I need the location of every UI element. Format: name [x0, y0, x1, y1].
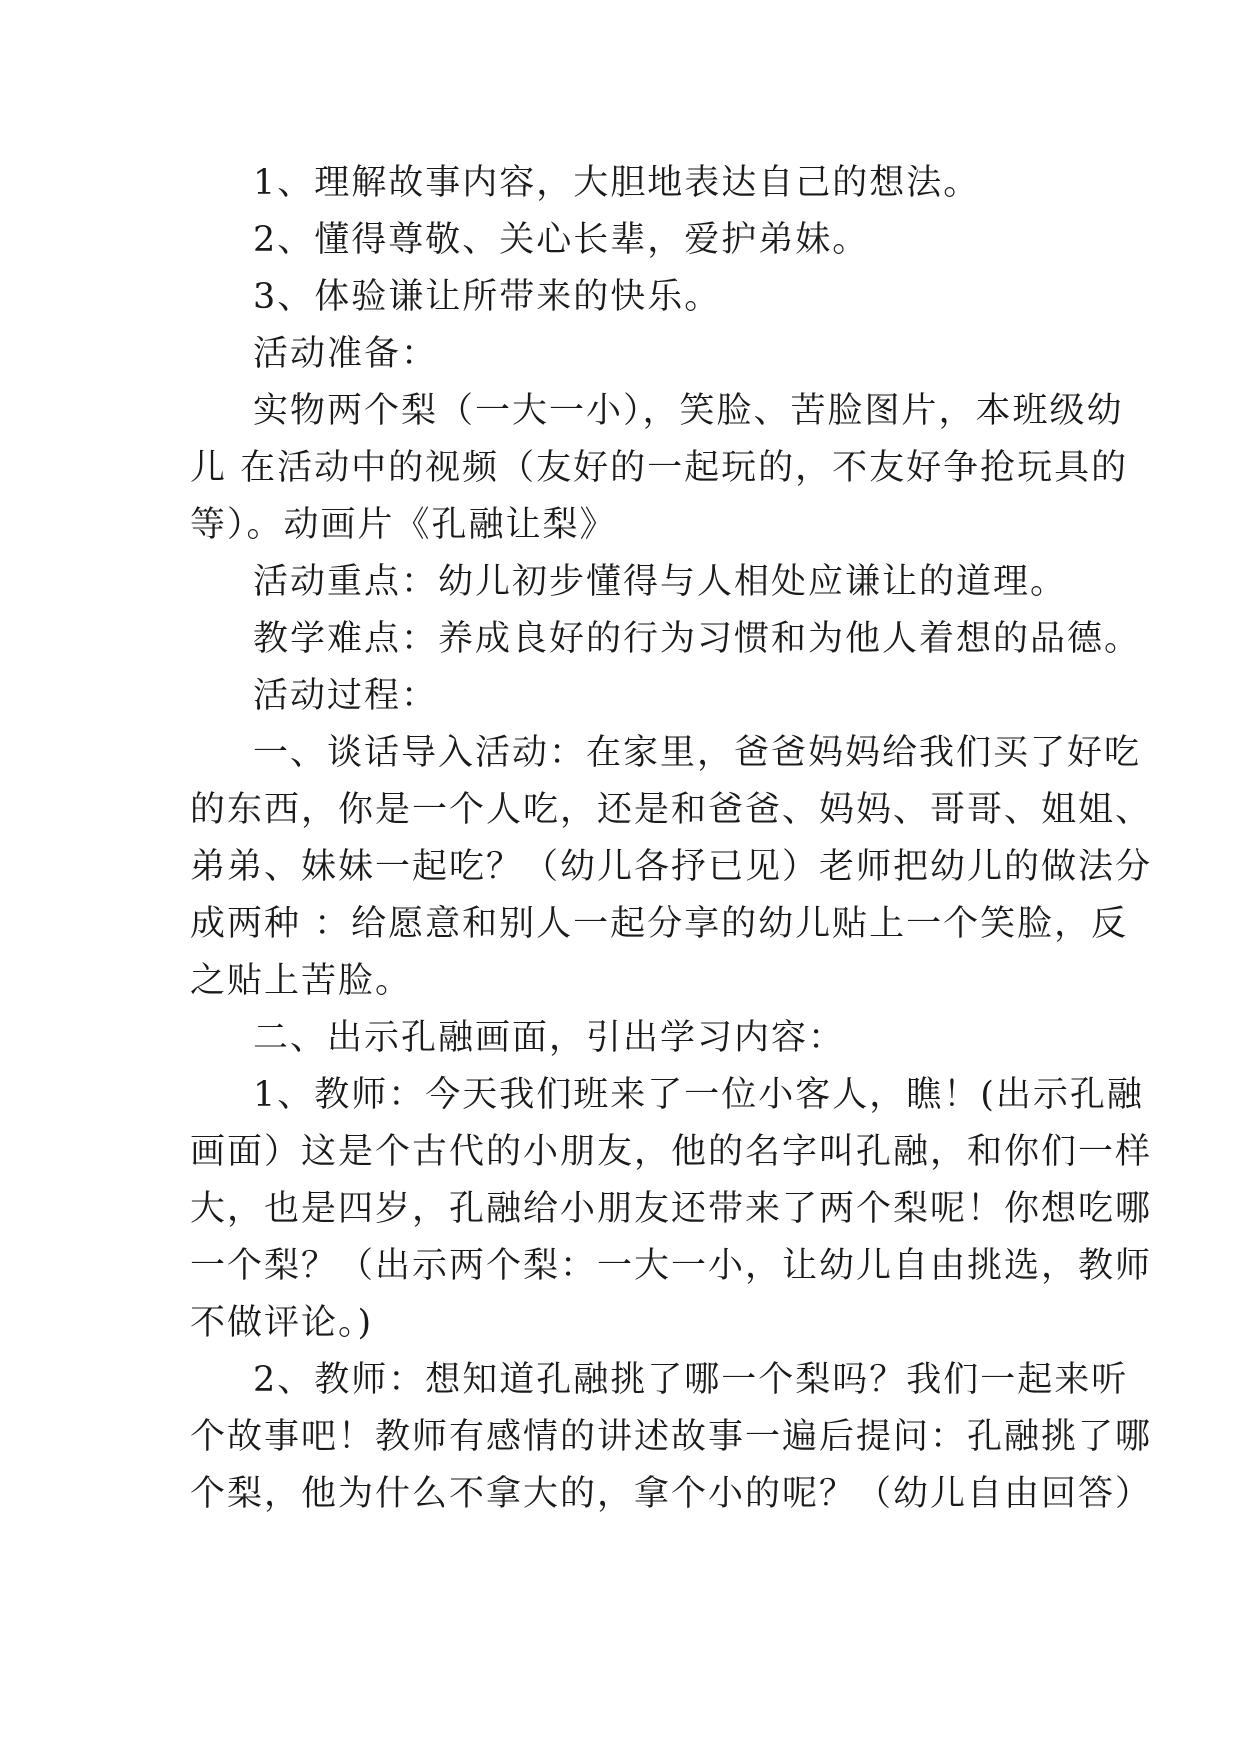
paragraph-line: 一个梨？（出示两个梨：一大一小，让幼儿自由挑选，教师 — [190, 1246, 1153, 1286]
paragraph-line: 的东西，你是一个人吃，还是和爸爸、妈妈、哥哥、姐姐、 — [190, 790, 1153, 830]
paragraph-line: 大，也是四岁，孔融给小朋友还带来了两个梨呢！你想吃哪 — [190, 1189, 1153, 1229]
paragraph-line: 1、教师：今天我们班来了一位小客人，瞧！(出示孔融 — [253, 1075, 1144, 1115]
paragraph-line: 个梨，他为什么不拿大的，拿个小的呢？（幼儿自由回答） — [190, 1474, 1153, 1514]
section-heading-preparation: 活动准备： — [253, 334, 439, 374]
paragraph-line: 画面）这是个古代的小朋友，他的名字叫孔融，和你们一样 — [190, 1132, 1153, 1172]
objective-line-3: 3、体验谦让所带来的快乐。 — [253, 277, 722, 317]
paragraph-line: 一、谈话导入活动：在家里，爸爸妈妈给我们买了好吃 — [253, 733, 1142, 773]
paragraph-line: 成两种 ：给愿意和别人一起分享的幼儿贴上一个笑脸，反 — [190, 904, 1129, 944]
paragraph-line: 之贴上苦脸。 — [190, 961, 413, 1001]
section-heading-process: 活动过程： — [253, 676, 439, 716]
objective-line-1: 1、理解故事内容，大胆地表达自己的想法。 — [253, 163, 981, 203]
key-point-line: 活动重点：幼儿初步懂得与人相处应谦让的道理。 — [253, 562, 1068, 602]
objective-line-2: 2、懂得尊敬、关心长辈，爱护弟妹。 — [253, 220, 870, 260]
paragraph-line: 不做评论。) — [190, 1303, 374, 1343]
paragraph-line: 实物两个梨（一大一小），笑脸、苦脸图片，本班级幼 — [253, 391, 1124, 431]
paragraph-line: 弟弟、妹妹一起吃？（幼儿各抒已见）老师把幼儿的做法分 — [190, 847, 1153, 887]
paragraph-line: 等）。动画片《孔融让梨》 — [190, 505, 617, 545]
paragraph-line: 个故事吧！教师有感情的讲述故事一遍后提问：孔融挑了哪 — [190, 1417, 1153, 1457]
paragraph-line: 儿 在活动中的视频（友好的一起玩的，不友好争抢玩具的 — [190, 448, 1129, 488]
section-heading-step-two: 二、出示孔融画面，引出学习内容： — [253, 1018, 846, 1058]
difficulty-line: 教学难点：养成良好的行为习惯和为他人着想的品德。 — [253, 619, 1142, 659]
paragraph-line: 2、教师：想知道孔融挑了哪一个梨吗？我们一起来听 — [253, 1360, 1129, 1400]
